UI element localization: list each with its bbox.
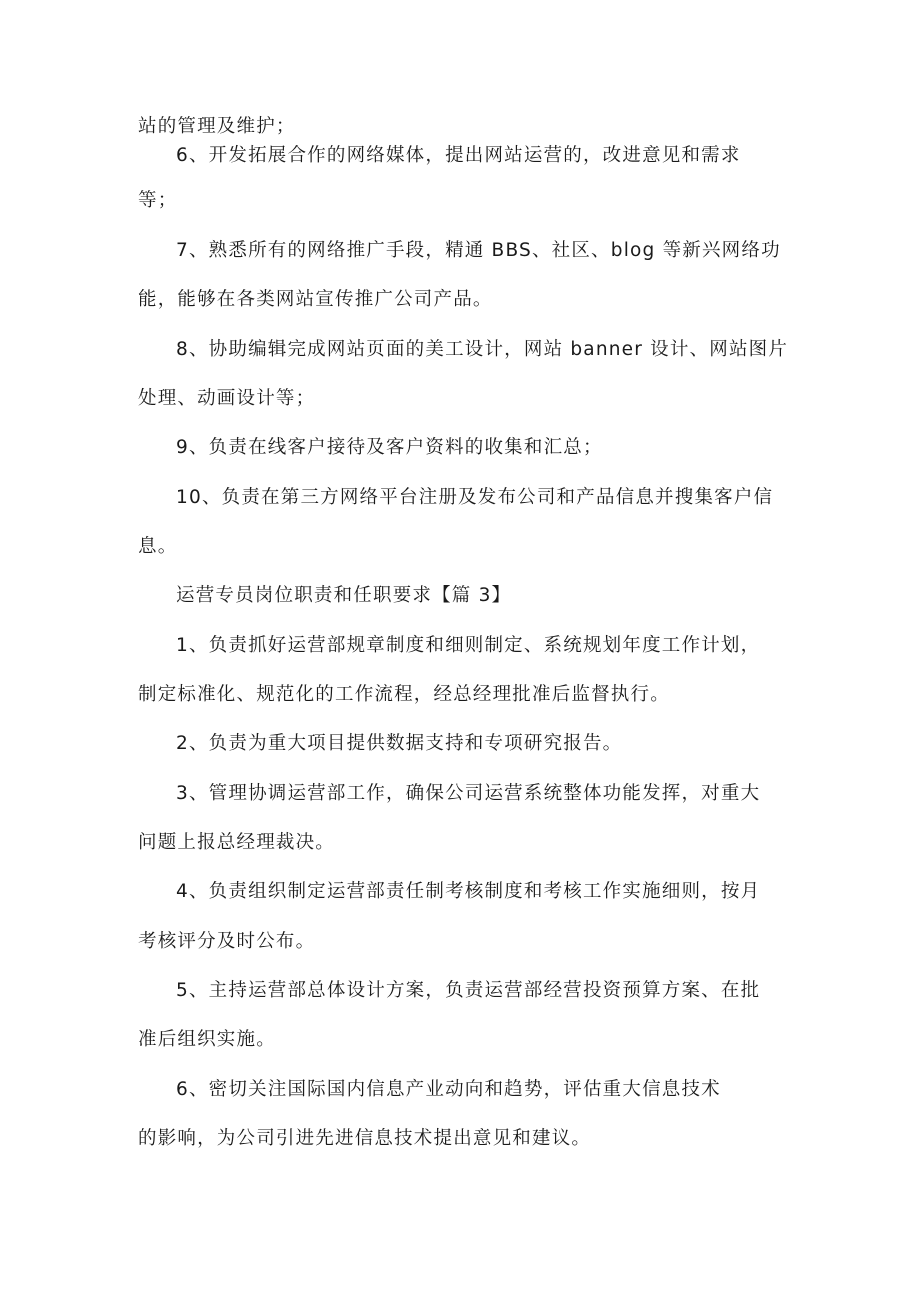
list-item-1: 1、负责抓好运营部规章制度和细则制定、系统规划年度工作计划，	[176, 635, 761, 656]
list-item-10: 10、负责在第三方网络平台注册及发布公司和产品信息并搜集客户信	[176, 487, 774, 508]
list-item-6: 6、开发拓展合作的网络媒体，提出网站运营的，改进意见和需求	[176, 145, 741, 166]
list-item-6b: 6、密切关注国际国内信息产业动向和趋势，评估重大信息技术	[176, 1079, 721, 1100]
list-item-4: 4、负责组织制定运营部责任制考核制度和考核工作实施细则，按月	[176, 881, 761, 902]
text-line: 站的管理及维护；	[138, 116, 296, 137]
list-item-7: 7、熟悉所有的网络推广手段，精通 BBS、社区、blog 等新兴网络功	[176, 240, 781, 261]
list-item-8: 8、协助编辑完成网站页面的美工设计，网站 banner 设计、网站图片	[176, 339, 789, 360]
text-line: 等；	[138, 190, 178, 211]
text-line: 处理、动画设计等；	[138, 388, 316, 409]
text-line: 息。	[138, 536, 178, 557]
list-item-2: 2、负责为重大项目提供数据支持和专项研究报告。	[176, 733, 623, 754]
text-line: 的影响，为公司引进先进信息技术提出意见和建议。	[138, 1128, 592, 1149]
text-line: 考核评分及时公布。	[138, 931, 316, 952]
list-item-9: 9、负责在线客户接待及客户资料的收集和汇总；	[176, 437, 603, 458]
text-line: 能，能够在各类网站宣传推广公司产品。	[138, 289, 493, 310]
list-item-3: 3、管理协调运营部工作，确保公司运营系统整体功能发挥，对重大	[176, 783, 761, 804]
text-line: 问题上报总经理裁决。	[138, 832, 336, 853]
section-heading: 运营专员岗位职责和任职要求【篇 3】	[176, 585, 512, 606]
text-line: 准后组织实施。	[138, 1029, 276, 1050]
text-line: 制定标准化、规范化的工作流程，经总经理批准后监督执行。	[138, 684, 670, 705]
list-item-5: 5、主持运营部总体设计方案，负责运营部经营投资预算方案、在批	[176, 980, 761, 1001]
